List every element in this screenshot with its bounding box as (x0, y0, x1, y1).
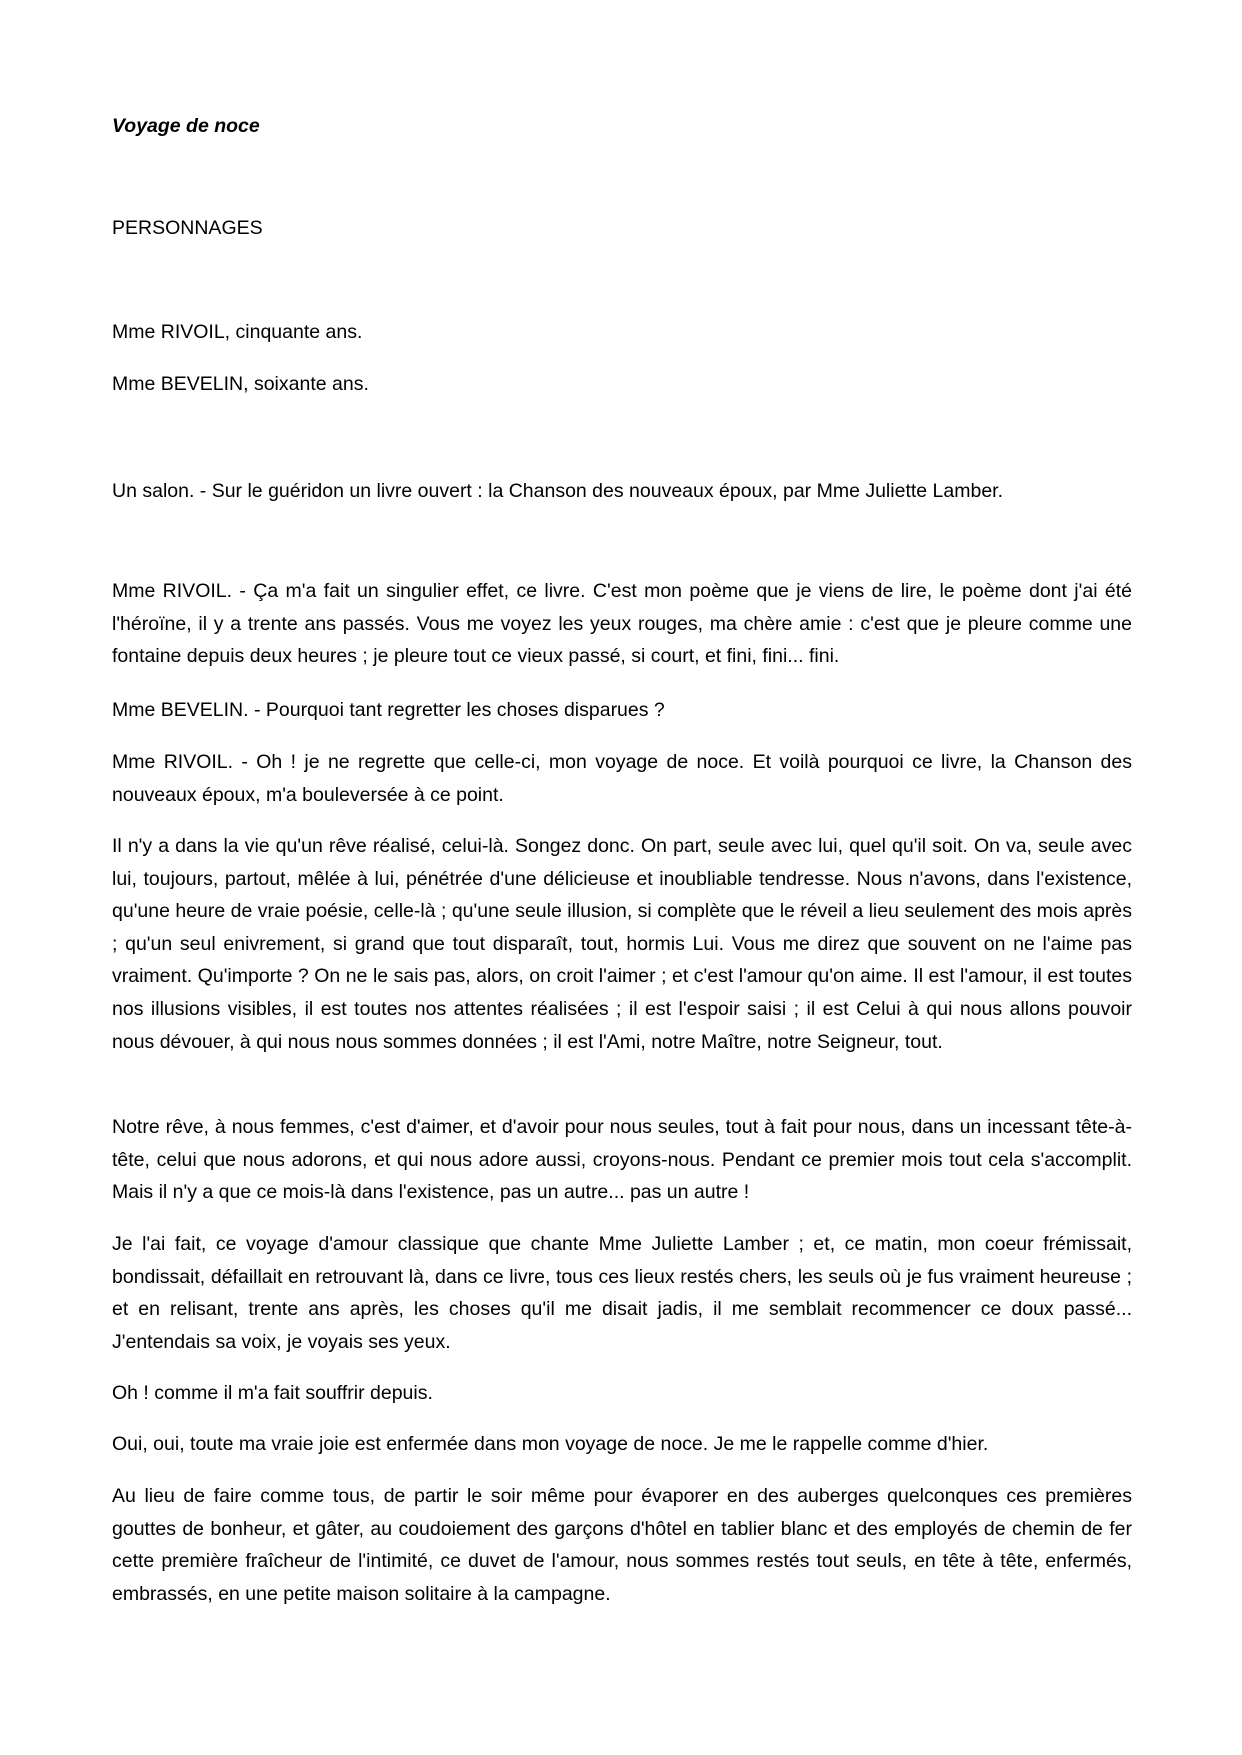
personnages-heading: PERSONNAGES (112, 217, 263, 239)
document-title: Voyage de noce (112, 115, 260, 137)
dialogue-paragraph: Oui, oui, toute ma vraie joie est enfermée dans mon voyage de noce. Je me le rappelle comme d'hier. (112, 1433, 989, 1455)
dialogue-paragraph: Mme BEVELIN. - Pourquoi tant regretter les choses disparues ? (112, 699, 665, 721)
dialogue-paragraph: Au lieu de faire comme tous, de partir le soir même pour évaporer en des auberges quelconques ces premières gouttes de bonheur, et gâter, au coudoiement des garçons d'hôtel en tablier blanc et des employés de chemin de fer cette première fraîcheur de l'intimité, ce duvet de l'amour, nous sommes restés tout seuls, en tête à tête, enfermés, embrassés, en une petite maison solitaire à la campagne. (112, 1485, 1132, 1605)
dialogue-paragraph: Notre rêve, à nous femmes, c'est d'aimer, et d'avoir pour nous seules, tout à fait pour nous, dans un incessant tête-à-tête, celui que nous adorons, et qui nous adore aussi, croyons-nous. Pendant ce premier mois tout cela s'accomplit. Mais il n'y a que ce mois-là dans l'existence, pas un autre... pas un autre ! (112, 1116, 1132, 1204)
dialogue-paragraph: Je l'ai fait, ce voyage d'amour classique que chante Mme Juliette Lamber ; et, ce matin, mon coeur frémissait, bondissait, défaillait en retrouvant là, dans ce livre, tous ces lieux restés chers, les seuls où je fus vraiment heureuse ; et en relisant, trente ans après, les choses qu'il me disait jadis, il me semblait recommencer ce doux passé... J'entendais sa voix, je voyais ses yeux. (112, 1233, 1132, 1353)
dialogue-paragraph: Oh ! comme il m'a fait souffrir depuis. (112, 1382, 433, 1404)
dialogue-paragraph: Il n'y a dans la vie qu'un rêve réalisé, celui-là. Songez donc. On part, seule avec lui, quel qu'il soit. On va, seule avec lui, toujours, partout, mêlée à lui, pénétrée d'une délicieuse et inoubliable tendresse. Nous n'avons, dans l'existence, qu'une heure de vraie poésie, celle-là ; qu'une seule illusion, si complète que le réveil a lieu seulement des mois après ; qu'un seul enivrement, si grand que tout disparaît, tout, hormis Lui. Vous me direz que souvent on ne l'aime pas vraiment. Qu'importe ? On ne le sais pas, alors, on croit l'aimer ; et c'est l'amour qu'on aime. Il est l'amour, il est toutes nos illusions visibles, il est toutes nos attentes réalisées ; il est l'espoir saisi ; il est Celui à qui nous allons pouvoir nous dévouer, à qui nous nous sommes données ; il est l'Ami, notre Maître, notre Seigneur, tout. (112, 835, 1132, 1053)
dialogue-paragraph: Mme RIVOIL. - Ça m'a fait un singulier effet, ce livre. C'est mon poème que je viens de lire, le poème dont j'ai été l'héroïne, il y a trente ans passés. Vous me voyez les yeux rouges, ma chère amie : c'est que je pleure comme une fontaine depuis deux heures ; je pleure tout ce vieux passé, si court, et fini, fini... fini. (112, 580, 1132, 668)
dialogue-paragraph: Mme RIVOIL. - Oh ! je ne regrette que celle-ci, mon voyage de noce. Et voilà pourquoi ce livre, la Chanson des nouveaux époux, m'a bouleversée à ce point. (112, 751, 1132, 806)
stage-setting: Un salon. - Sur le guéridon un livre ouvert : la Chanson des nouveaux époux, par Mme Juliette Lamber. (112, 480, 1004, 502)
character-line: Mme RIVOIL, cinquante ans. (112, 321, 363, 343)
character-line: Mme BEVELIN, soixante ans. (112, 373, 369, 395)
